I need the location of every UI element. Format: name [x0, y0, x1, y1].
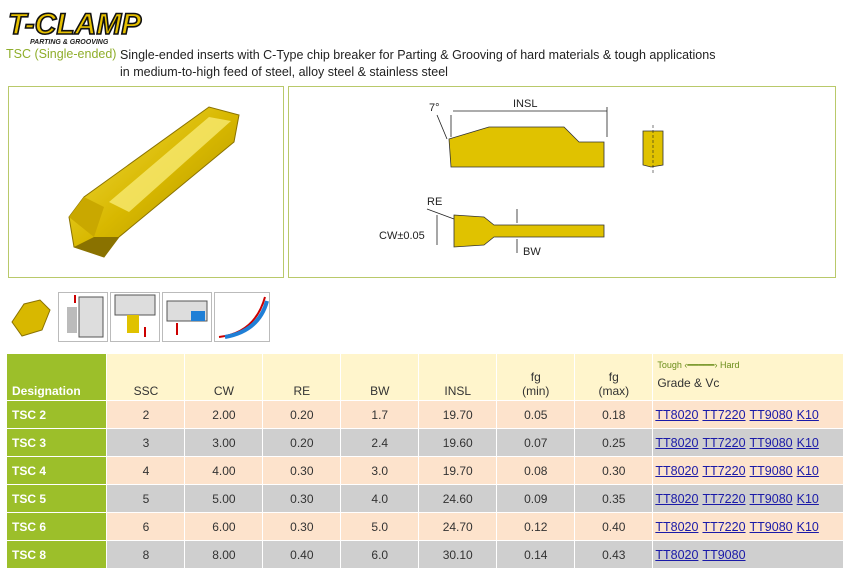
- grade-link[interactable]: TT8020: [655, 435, 699, 450]
- face-grooving-icon: [162, 292, 212, 342]
- insert-image-panel: [8, 86, 284, 278]
- ssc-cell: 8: [107, 541, 185, 569]
- grade-link[interactable]: TT7220: [702, 435, 746, 450]
- bw-cell: 4.0: [341, 485, 419, 513]
- table-row: [7, 457, 844, 485]
- grade-link[interactable]: TT7220: [702, 491, 746, 506]
- cw-cell: 5.00: [185, 485, 263, 513]
- re-cell: 0.30: [263, 485, 341, 513]
- cw-cell: 2.00: [185, 401, 263, 429]
- header-designation: Designation: [7, 354, 107, 401]
- re-cell: 0.30: [263, 513, 341, 541]
- cw-cell: 6.00: [185, 513, 263, 541]
- table-row: [7, 429, 844, 457]
- table-row: [7, 513, 844, 541]
- grooving-icon: [110, 292, 160, 342]
- grade-link[interactable]: TT8020: [655, 519, 699, 534]
- grade-link[interactable]: TT9080: [749, 491, 793, 506]
- fg-max-cell: 0.43: [575, 541, 653, 569]
- grade-link[interactable]: K10: [796, 407, 819, 422]
- re-cell: 0.20: [263, 401, 341, 429]
- bw-cell: 5.0: [341, 513, 419, 541]
- header-re: RE: [263, 354, 341, 401]
- header-grade: [653, 354, 844, 401]
- header-grade-vc: Grade & Vc: [657, 376, 720, 390]
- grade-link[interactable]: TT9080: [702, 547, 746, 562]
- grade-link[interactable]: TT8020: [655, 407, 699, 422]
- header-ssc: SSC: [107, 354, 185, 401]
- table-row: [7, 401, 844, 429]
- logo-subtitle: PARTING & GROOVING: [30, 39, 109, 46]
- product-description: [120, 47, 715, 81]
- fg-min-cell: 0.09: [497, 485, 575, 513]
- product-label: TSC (Single-ended) :: [6, 47, 124, 61]
- fg-max-cell: 0.18: [575, 401, 653, 429]
- profiling-icon: [214, 292, 270, 342]
- grade-link[interactable]: TT8020: [655, 547, 699, 562]
- insl-cell: 24.70: [419, 513, 497, 541]
- fg-min-cell: 0.05: [497, 401, 575, 429]
- fg-max-cell: 0.30: [575, 457, 653, 485]
- table-header-row: [7, 354, 844, 401]
- ssc-cell: 6: [107, 513, 185, 541]
- insert-illustration: [9, 87, 283, 277]
- grade-link[interactable]: TT9080: [749, 463, 793, 478]
- grade-cell: [653, 457, 844, 485]
- grade-link[interactable]: TT8020: [655, 491, 699, 506]
- designation-cell: TSC 4: [7, 457, 107, 485]
- grade-cell: [653, 541, 844, 569]
- grade-link[interactable]: TT7220: [702, 519, 746, 534]
- grade-cell: [653, 485, 844, 513]
- grade-link[interactable]: K10: [796, 519, 819, 534]
- insl-cell: 19.70: [419, 457, 497, 485]
- grade-cell: [653, 429, 844, 457]
- ssc-cell: 4: [107, 457, 185, 485]
- description-line-2: in medium-to-high feed of steel, alloy steel & stainless steel: [120, 65, 448, 79]
- grade-link[interactable]: TT7220: [702, 463, 746, 478]
- grade-link[interactable]: K10: [796, 463, 819, 478]
- fg-min-cell: 0.07: [497, 429, 575, 457]
- designation-cell: TSC 2: [7, 401, 107, 429]
- fg-min-cell: 0.08: [497, 457, 575, 485]
- designation-cell: TSC 5: [7, 485, 107, 513]
- technical-drawing-panel: [288, 86, 836, 278]
- insl-cell: 19.70: [419, 401, 497, 429]
- fg-max-cell: 0.35: [575, 485, 653, 513]
- insl-label: INSL: [513, 98, 538, 110]
- cw-cell: 4.00: [185, 457, 263, 485]
- bw-cell: 2.4: [341, 429, 419, 457]
- logo-title: T-CLAMP: [8, 8, 142, 41]
- application-icons: [6, 292, 270, 344]
- re-cell: 0.30: [263, 457, 341, 485]
- header-fg-max: [575, 354, 653, 401]
- grade-cell: [653, 401, 844, 429]
- angle-label: 7°: [429, 102, 440, 114]
- table-row: [7, 541, 844, 569]
- tough-hard-scale: Tough ‹━━━━━› Hard: [657, 360, 740, 370]
- bw-cell: 3.0: [341, 457, 419, 485]
- ssc-cell: 2: [107, 401, 185, 429]
- re-cell: 0.20: [263, 429, 341, 457]
- grade-link[interactable]: TT9080: [749, 435, 793, 450]
- dimension-drawing: [289, 87, 835, 277]
- fg-min-cell: 0.14: [497, 541, 575, 569]
- bw-cell: 6.0: [341, 541, 419, 569]
- grade-link[interactable]: TT8020: [655, 463, 699, 478]
- ssc-cell: 5: [107, 485, 185, 513]
- fg-max-cell: 0.25: [575, 429, 653, 457]
- grade-link[interactable]: K10: [796, 435, 819, 450]
- designation-cell: TSC 6: [7, 513, 107, 541]
- fg-max-cell: 0.40: [575, 513, 653, 541]
- designation-cell: TSC 3: [7, 429, 107, 457]
- bw-cell: 1.7: [341, 401, 419, 429]
- designation-cell: TSC 8: [7, 541, 107, 569]
- insert-thumbnail-icon: [6, 292, 56, 342]
- header-cw: CW: [185, 354, 263, 401]
- header-fg-min: [497, 354, 575, 401]
- header-fg-min-2: (min): [522, 384, 550, 398]
- t-clamp-logo: [6, 6, 218, 46]
- fg-min-cell: 0.12: [497, 513, 575, 541]
- header-insl: INSL: [419, 354, 497, 401]
- header-bw: BW: [341, 354, 419, 401]
- re-label: RE: [427, 196, 443, 208]
- grade-link[interactable]: TT9080: [749, 519, 793, 534]
- re-cell: 0.40: [263, 541, 341, 569]
- spec-table: [6, 353, 844, 569]
- cw-cell: 8.00: [185, 541, 263, 569]
- bw-label: BW: [523, 246, 541, 258]
- ssc-cell: 3: [107, 429, 185, 457]
- grade-link[interactable]: TT7220: [702, 407, 746, 422]
- insl-cell: 24.60: [419, 485, 497, 513]
- grade-cell: [653, 513, 844, 541]
- insl-cell: 30.10: [419, 541, 497, 569]
- parting-icon: [58, 292, 108, 342]
- grade-link[interactable]: K10: [796, 491, 819, 506]
- header-fg-min-1: fg: [530, 370, 541, 384]
- header-fg-max-2: (max): [598, 384, 630, 398]
- grade-link[interactable]: TT9080: [749, 407, 793, 422]
- table-row: [7, 485, 844, 513]
- description-line-1: Single-ended inserts with C-Type chip breaker for Parting & Grooving of hard materials & tough applications: [120, 48, 716, 62]
- cw-label: CW±0.05: [379, 230, 425, 242]
- header-fg-max-1: fg: [608, 370, 619, 384]
- cw-cell: 3.00: [185, 429, 263, 457]
- insl-cell: 19.60: [419, 429, 497, 457]
